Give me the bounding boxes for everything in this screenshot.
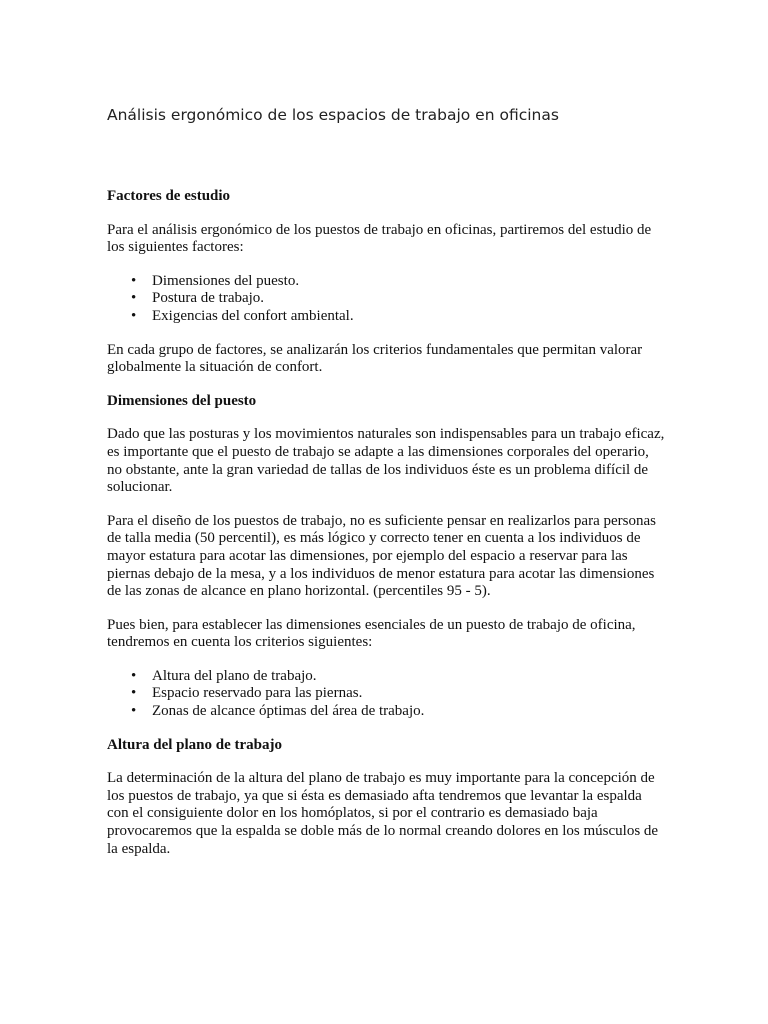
bullet-list [107,668,667,721]
section-heading: Factores de estudio [107,188,231,204]
list-item: • Postura de trabajo. [152,290,667,308]
document-body [107,188,667,874]
paragraph: Dado que las posturas y los movimientos naturales son indispensables para un trabajo eficaz, es importante que el puesto de trabajo se adapte a las dimensiones corporales del operario, no obstante, ante la gran variedad de tallas de los individuos éste es un problema difícil de solucionar. [107,426,665,496]
section-altura-del-plano-de-trabajo [107,737,667,859]
list-item: • Espacio reservado para las piernas. [152,685,667,703]
list-item: • Altura del plano de trabajo. [152,668,667,686]
section-factores-de-estudio [107,188,667,377]
paragraph: En cada grupo de factores, se analizarán los criterios fundamentales que permitan valorar globalmente la situación de confort. [107,341,643,376]
bullet-list [107,273,667,326]
section-dimensiones-del-puesto [107,393,667,721]
document-title: Análisis ergonómico de los espacios de trabajo en oficinas [107,106,559,124]
paragraph: Para el diseño de los puestos de trabajo, no es suficiente pensar en realizarlos para personas de talla media (50 percentil), es más lógico y correcto tener en cuenta a los individuos de mayor estatura para acotar las dimensiones, por ejemplo del espacio a reservar para las piernas debajo de la mesa, y a los individuos de menor estatura para acotar las dimensiones de las zonas de alcance en plano horizontal. (percentiles 95 - 5). [107,512,656,600]
list-item: • Exigencias del confort ambiental. [152,308,667,326]
paragraph: Para el análisis ergonómico de los puestos de trabajo en oficinas, partiremos del estudio de los siguientes factores: [107,221,652,256]
paragraph: La determinación de la altura del plano de trabajo es muy importante para la concepción de los puestos de trabajo, ya que si ésta es demasiado afta tendremos que levantar la espalda con el consiguiente dolor en los homóplatos, si por el contrario es demasiado baja provocaremos que la espalda se doble más de lo normal creando dolores en los músculos de la espalda. [107,770,659,857]
list-item: • Zonas de alcance óptimas del área de trabajo. [152,703,667,721]
list-item: • Dimensiones del puesto. [152,273,667,291]
section-heading: Altura del plano de trabajo [107,736,283,753]
paragraph: Pues bien, para establecer las dimensiones esenciales de un puesto de trabajo de oficina, tendremos en cuenta los criterios siguientes: [107,616,636,651]
section-heading: Dimensiones del puesto [107,392,257,409]
